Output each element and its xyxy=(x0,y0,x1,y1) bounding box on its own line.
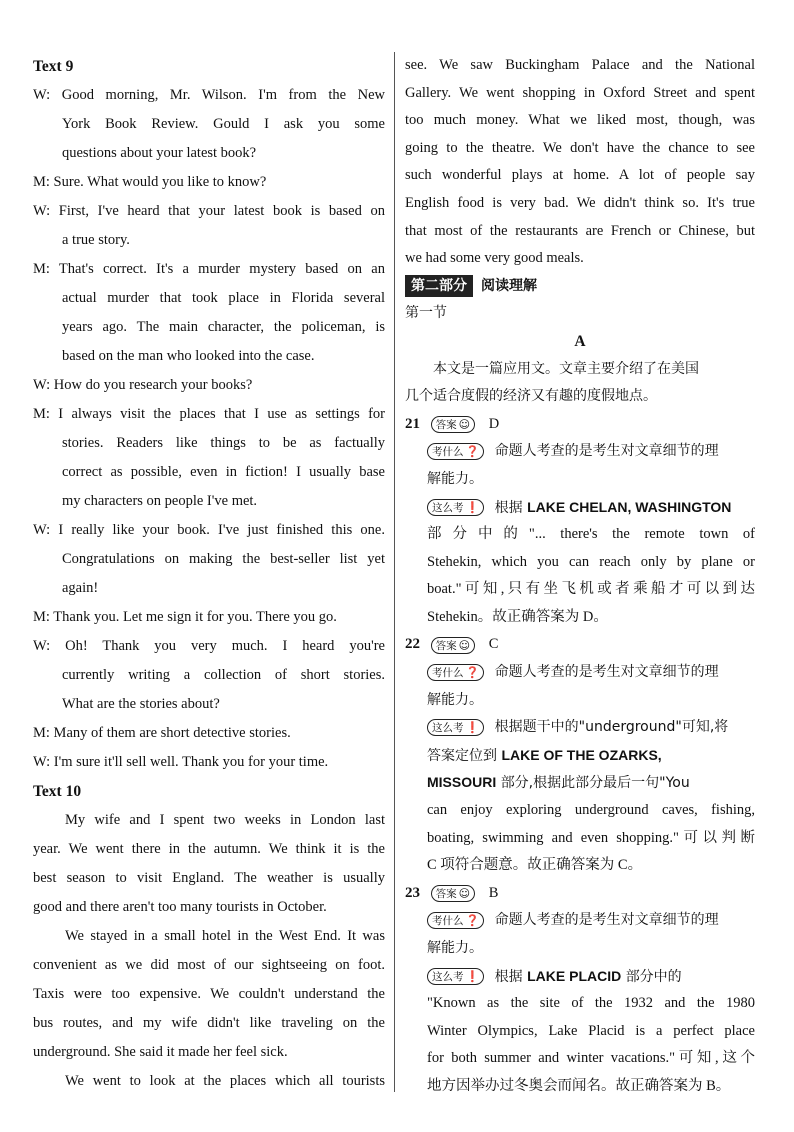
passage-line: convenient as we did most of our sightseeing on foot. xyxy=(33,957,385,973)
answer-tag xyxy=(431,885,475,902)
how-line xyxy=(405,963,755,991)
how-text: 答案定位到 xyxy=(427,747,497,764)
what-tag-label: 考什么 xyxy=(432,914,464,927)
question-icon: ❓ xyxy=(465,913,480,927)
how-text: 部分,根据此部分最后一句"You xyxy=(500,775,690,792)
passage-line: English food is very bad. We didn't think so. It's true xyxy=(405,194,755,211)
question-number: 21 xyxy=(405,415,420,432)
column-divider xyxy=(394,52,395,1092)
passage-line: too much money. What we liked most, though, was xyxy=(405,112,755,129)
intro-line: 几个适合度假的经济又有趣的度假地点。 xyxy=(405,388,657,405)
dialogue-line: stories. Readers like things to be as factually xyxy=(62,435,385,451)
what-line: 解能力。 xyxy=(427,691,483,708)
answer-value: C xyxy=(488,636,499,653)
answer-tag xyxy=(431,416,475,433)
answer-value: B xyxy=(488,884,499,901)
dialogue-line: M: Many of them are short detective stories. xyxy=(33,725,291,741)
what-tag xyxy=(427,664,484,681)
how-tag-label: 这么考 xyxy=(432,971,464,984)
how-line: Stehekin。故正确答案为 D。 xyxy=(427,608,608,625)
how-tag-label: 这么考 xyxy=(432,502,464,514)
intro-line: 本文是一篇应用文。文章主要介绍了在美国 xyxy=(433,360,699,377)
smile-icon: ☺ xyxy=(458,417,471,431)
what-text: 命题人考查的是考生对文章细节的理 xyxy=(494,912,719,929)
how-line: C 项符合题意。故正确答案为 C。 xyxy=(427,857,643,874)
passage-line: Taxis were too expensive. We couldn't understand the xyxy=(33,986,385,1002)
what-line: 解能力。 xyxy=(427,940,483,956)
how-line xyxy=(405,714,755,742)
question-23 xyxy=(405,880,755,908)
dialogue-line: questions about your latest book? xyxy=(62,145,257,161)
how-bold-text: LAKE OF THE OZARKS, xyxy=(501,746,662,763)
text9-title: Text 9 xyxy=(33,58,74,75)
how-line: boat."可知,只有坐飞机或者乘船才可以到达 xyxy=(427,581,755,598)
question-number: 22 xyxy=(405,636,420,653)
how-line: can enjoy exploring underground caves, fishing, xyxy=(427,802,755,819)
passage-line: My wife and I spent two weeks in London last xyxy=(65,812,385,828)
dialogue-line: M: Sure. What would you like to know? xyxy=(33,174,267,190)
dialogue-line: a true story. xyxy=(62,232,130,248)
passage-line: such wonderful plays at home. A lot of people say xyxy=(405,167,755,184)
question-number: 23 xyxy=(405,884,420,901)
how-line: Stehekin, which you can reach only by plane or xyxy=(427,553,755,570)
dialogue-line: correct as possible, even in fiction! I usually base xyxy=(62,464,385,480)
smile-icon: ☺ xyxy=(458,886,471,900)
how-tag xyxy=(427,499,484,516)
passage-line: year. We went there in the autumn. We think it is the xyxy=(33,841,385,857)
dialogue-line: actual murder that took place in Florida several xyxy=(62,290,385,306)
how-line: for both summer and winter vacations."可知,这个 xyxy=(427,1050,755,1067)
passage-line: We stayed in a small hotel in the West End. It was xyxy=(65,928,385,944)
dialogue-line: M: Thank you. Let me sign it for you. There you go. xyxy=(33,609,337,625)
dialogue-line: my characters on people I've met. xyxy=(62,493,258,509)
how-text: 根据 xyxy=(494,968,523,985)
dialogue-line: M: That's correct. It's a murder mystery based on an xyxy=(33,261,385,277)
dialogue-line: York Book Review. Gould I ask you some xyxy=(62,116,385,132)
smile-icon: ☺ xyxy=(458,638,471,652)
dialogue-line: again! xyxy=(62,580,99,596)
answer-value: D xyxy=(488,415,500,432)
dialogue-line: W: I really like your book. I've just finished this one. xyxy=(33,522,385,538)
what-line xyxy=(405,907,755,935)
passage-line: We went to look at the places which all tourists xyxy=(65,1073,385,1089)
answer-tag xyxy=(431,637,475,654)
passage-line: Gallery. We went shopping in Oxford Street and spent xyxy=(405,84,755,101)
passage-line: that most of the restaurants are French or Chinese, but xyxy=(405,222,755,239)
section-label: 第一节 xyxy=(405,305,447,322)
what-line xyxy=(405,659,755,687)
part-label: 第二部分 xyxy=(405,275,473,297)
how-tag xyxy=(427,719,484,736)
how-bold-text: LAKE PLACID xyxy=(527,967,622,984)
question-icon: ❓ xyxy=(465,444,480,458)
dialogue-line: currently writing a collection of short stories. xyxy=(62,667,385,683)
how-text: 根据题干中的"underground"可知,将 xyxy=(494,719,729,736)
what-tag xyxy=(427,912,484,929)
dialogue-line: years ago. The main character, the policeman, is xyxy=(62,319,385,335)
right-column xyxy=(405,52,755,1101)
question-22 xyxy=(405,631,755,659)
left-column xyxy=(33,52,385,1096)
what-tag-label: 考什么 xyxy=(432,666,464,679)
dialogue-line: What are the stories about? xyxy=(62,696,220,712)
exclaim-icon: ❗ xyxy=(465,501,480,514)
answer-tag-label: 答案 xyxy=(435,887,457,900)
question-21 xyxy=(405,411,755,439)
how-tag xyxy=(427,968,484,985)
answer-tag-label: 答案 xyxy=(435,418,457,431)
how-line: 部分中的"... there's the remote town of xyxy=(427,526,755,543)
dialogue-line: W: I'm sure it'll sell well. Thank you for your time. xyxy=(33,754,329,770)
how-line xyxy=(405,769,755,797)
passage-line: see. We saw Buckingham Palace and the National xyxy=(405,57,755,73)
what-text: 命题人考查的是考生对文章细节的理 xyxy=(494,664,719,681)
passage-line: best season to visit England. The weather is usually xyxy=(33,870,385,886)
what-line: 解能力。 xyxy=(427,470,483,487)
how-line xyxy=(405,494,755,522)
how-text: 根据 xyxy=(494,499,523,516)
what-line xyxy=(405,438,755,466)
passage-letter: A xyxy=(574,332,586,350)
passage-line: underground. She said it made her feel sick. xyxy=(33,1044,288,1060)
how-line xyxy=(405,742,755,770)
exclaim-icon: ❗ xyxy=(465,720,480,734)
passage-line: good and there aren't too many tourists in October. xyxy=(33,899,327,915)
dialogue-line: W: First, I've heard that your latest book is based on xyxy=(33,203,385,219)
how-tag-label: 这么考 xyxy=(432,721,464,734)
passage-line: we had some very good meals. xyxy=(405,250,584,267)
how-bold-text: MISSOURI xyxy=(427,774,497,791)
how-line: boating, swimming and even shopping."可以判断 xyxy=(427,829,755,846)
how-line: Winter Olympics, Lake Placid is a perfect place xyxy=(427,1022,755,1039)
dialogue-line: W: How do you research your books? xyxy=(33,377,253,393)
dialogue-line: M: I always visit the places that I use as settings for xyxy=(33,406,385,422)
part-heading xyxy=(405,273,755,301)
dialogue-line: based on the man who looked into the case. xyxy=(62,348,315,364)
how-line: "Known as the site of the 1932 and the 1980 xyxy=(427,995,755,1012)
text10-title: Text 10 xyxy=(33,783,82,800)
dialogue-line: Congratulations on making the best-seller list yet xyxy=(62,551,385,567)
answer-tag-label: 答案 xyxy=(435,639,457,652)
part-title: 阅读理解 xyxy=(481,277,537,294)
what-tag-label: 考什么 xyxy=(432,445,464,458)
dialogue-line: W: Good morning, Mr. Wilson. I'm from the New xyxy=(33,87,385,103)
exclaim-icon: ❗ xyxy=(465,970,480,984)
how-text: 部分中的 xyxy=(625,968,682,985)
passage-line: going to the theatre. We don't have the chance to see xyxy=(405,139,755,156)
dialogue-line: W: Oh! Thank you very much. I heard you're xyxy=(33,638,385,654)
question-icon: ❓ xyxy=(465,665,480,679)
passage-line: bus routes, and my wife didn't like traveling on the xyxy=(33,1015,385,1031)
how-line: 地方因举办过冬奥会而闻名。故正确答案为 B。 xyxy=(427,1077,731,1094)
what-tag xyxy=(427,443,484,460)
what-text: 命题人考查的是考生对文章细节的理 xyxy=(494,443,719,460)
how-bold-text: LAKE CHELAN, WASHINGTON xyxy=(527,498,732,515)
